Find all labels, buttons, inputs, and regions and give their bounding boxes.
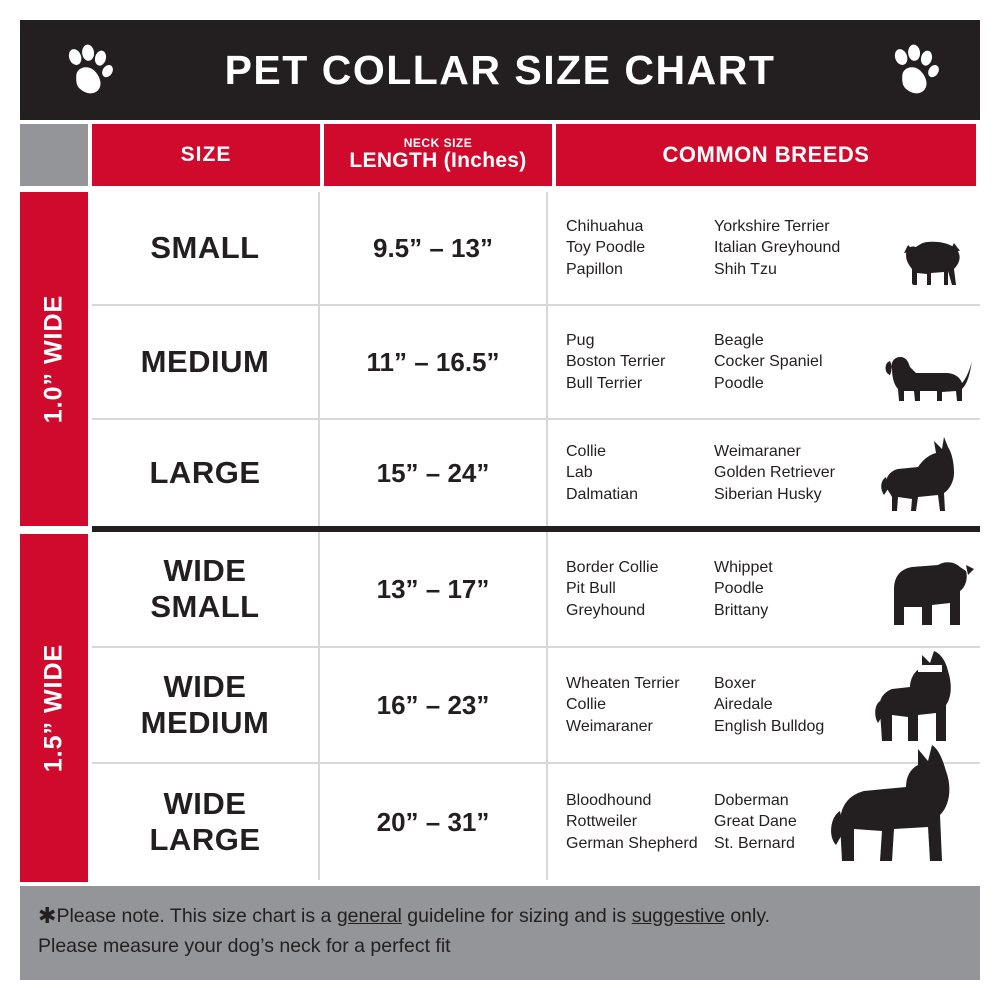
row-size-label: WIDE SMALL (92, 532, 320, 646)
column-header-size: SIZE (92, 124, 320, 186)
footer-line-1 (38, 900, 960, 932)
bulldog-silhouette-icon (882, 551, 974, 644)
footer-note (20, 886, 980, 980)
breed-column-2: Yorkshire Terrier Italian Greyhound Shih Tzu (714, 218, 841, 278)
paw-icon (60, 43, 114, 97)
group-label-1-5-wide (20, 534, 88, 882)
row-breeds (548, 420, 978, 526)
breed-column-2: Beagle Cocker Spaniel Poodle (714, 332, 823, 392)
row-size-label: WIDE MEDIUM (92, 648, 320, 762)
footer-underline-general: general (336, 905, 402, 927)
row-length-value: 9.5” – 13” (320, 192, 548, 304)
breed-column-1: Pug Boston Terrier Bull Terrier (566, 332, 666, 392)
row-breeds (548, 532, 978, 646)
breed-column-1: Collie Lab Dalmatian (566, 443, 639, 503)
page-title: PET COLLAR SIZE CHART (224, 46, 776, 93)
table-row (92, 192, 980, 306)
table-row (92, 306, 980, 420)
column-header-length-sublabel: NECK SIZE (403, 136, 473, 151)
group-label-1-0-wide (20, 192, 88, 526)
group-label-text: 1.0” WIDE (39, 294, 68, 424)
row-breeds (548, 306, 978, 418)
breed-column-2: Weimaraner Golden Retriever Siberian Husky (714, 443, 835, 503)
breed-column-1: Bloodhound Rottweiler German Shepherd (566, 792, 698, 852)
row-breeds (548, 192, 978, 304)
breed-column-1: Wheaten Terrier Collie Weimaraner (566, 675, 680, 735)
footer-line-1-part-c: only. (724, 905, 771, 927)
column-header-length (324, 124, 552, 186)
breed-column-2: Doberman Great Dane St. Bernard (714, 792, 797, 852)
pomeranian-silhouette-icon (894, 227, 974, 302)
footer-line-2: Please measure your dog’s neck for a perfect fit (38, 934, 451, 957)
row-length-value: 16” – 23” (320, 648, 548, 762)
table-row (92, 764, 980, 880)
row-size-label: MEDIUM (92, 306, 320, 418)
doberman-silhouette-icon (828, 743, 974, 878)
row-length-value: 13” – 17” (320, 532, 548, 646)
row-size-label: WIDE LARGE (92, 764, 320, 880)
size-table-body (92, 192, 980, 880)
row-breeds (548, 764, 978, 880)
breed-column-2: Whippet Poodle Brittany (714, 559, 773, 619)
group-label-text: 1.5” WIDE (39, 643, 68, 773)
breed-column-1: Border Collie Pit Bull Greyhound (566, 559, 659, 619)
row-length-value: 20” – 31” (320, 764, 548, 880)
breed-column-1: Chihuahua Toy Poodle Papillon (566, 218, 646, 278)
footer-line-1-part-a: Please note. This size chart is a (56, 905, 337, 927)
table-row (92, 420, 980, 532)
dachshund-silhouette-icon (882, 339, 974, 416)
row-length-value: 11” – 16.5” (320, 306, 548, 418)
shepherd-silhouette-icon (878, 433, 974, 524)
column-header-breeds: COMMON BREEDS (556, 124, 976, 186)
column-header-corner (20, 124, 88, 186)
column-header-row (20, 124, 980, 186)
footer-line-1-part-b: guideline for sizing and is (401, 905, 632, 927)
chart-header (20, 20, 980, 120)
asterisk-icon: ✱ (38, 903, 57, 928)
row-size-label: SMALL (92, 192, 320, 304)
table-row (92, 532, 980, 648)
footer-underline-suggestive: suggestive (631, 905, 725, 927)
breed-column-2: Boxer Airedale English Bulldog (714, 675, 825, 735)
row-size-label: LARGE (92, 420, 320, 526)
paw-icon (886, 43, 940, 97)
column-header-length-main: LENGTH (Inches) (349, 149, 527, 173)
row-length-value: 15” – 24” (320, 420, 548, 526)
